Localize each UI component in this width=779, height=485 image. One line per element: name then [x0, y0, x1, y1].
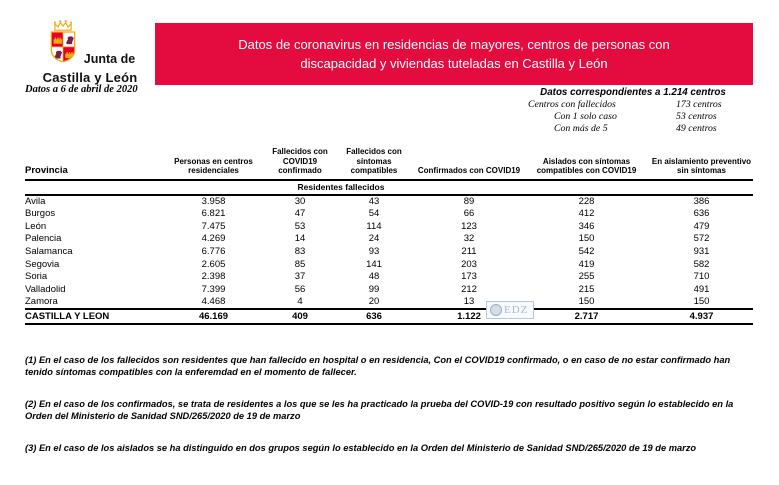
total-value: 4.937 [689, 310, 714, 322]
centers-summary [528, 87, 738, 135]
col-header-fallecidos-covid: Fallecidos con COVID19 confirmado [272, 147, 328, 175]
total-value: 636 [366, 310, 382, 322]
total-value: 2.717 [574, 310, 599, 322]
summary-value: 53 centros [676, 111, 717, 122]
table-row [25, 195, 753, 208]
watermark-circle-icon [490, 304, 502, 316]
value-cell: 212 [461, 284, 477, 296]
value-cell: 4 [297, 296, 303, 308]
summary-title: Datos correspondientes a 1.214 centros [540, 87, 726, 98]
province-cell: Avila [25, 195, 46, 207]
value-cell: 83 [294, 246, 306, 258]
value-cell: 89 [463, 195, 475, 207]
value-cell: 66 [463, 208, 475, 220]
value-cell: 37 [294, 271, 306, 283]
province-cell: Valladolid [25, 284, 66, 296]
value-cell: 56 [294, 284, 306, 296]
total-value: 46.169 [198, 310, 229, 322]
footnote-3: (3) En el caso de los aislados se ha distinguido en dos grupos según lo establecido en la Orden del Ministerio de Sanidad SND/265/2020 de 19 de marzo [25, 443, 697, 453]
value-cell: 123 [461, 220, 477, 232]
table-row [25, 283, 753, 296]
table-row [25, 245, 753, 258]
watermark-text: EDZ [504, 303, 529, 316]
value-cell: 6.821 [201, 208, 226, 220]
value-cell: 412 [578, 208, 595, 220]
value-cell: 7.399 [201, 284, 226, 296]
col-header-aislamiento-preventivo: En aislamiento preventivo sin síntomas [651, 156, 752, 175]
junta-logo [25, 18, 155, 85]
value-cell: 150 [693, 296, 710, 308]
summary-label: Con más de 5 [554, 123, 608, 134]
province-cell: León [25, 220, 47, 232]
value-cell: 2.398 [201, 271, 226, 283]
value-cell: 43 [368, 195, 380, 207]
value-cell: 4.468 [201, 296, 226, 308]
province-cell: Soria [25, 271, 48, 283]
value-cell: 386 [693, 195, 710, 207]
value-cell: 150 [578, 296, 595, 308]
value-cell: 931 [693, 246, 710, 258]
total-label: CASTILLA Y LEON [25, 310, 110, 322]
value-cell: 6.776 [201, 246, 226, 258]
value-cell: 4.269 [201, 233, 226, 245]
table-subheader-row [25, 180, 753, 195]
value-cell: 47 [294, 208, 306, 220]
summary-label: Con 1 solo caso [554, 111, 617, 122]
summary-rows [528, 99, 738, 135]
table-row [25, 220, 753, 233]
col-header-aislados: Aislados con síntomas compatibles con COVID19 [536, 156, 637, 175]
col-header-confirmados: Confirmados con COVID19 [417, 166, 521, 175]
province-cell: Segovia [25, 258, 60, 270]
value-cell: 173 [461, 271, 477, 283]
province-cell: Burgos [25, 208, 56, 220]
summary-row [528, 123, 738, 135]
footnote-1: (1) En el caso de los fallecidos son residentes que han fallecido en hospital o en residencia, Con el COVID19 confirmado, o en caso de no estar confirmado han tenido síntomas compatibles con la enferemdad en el momento de fallecer. [25, 355, 731, 377]
value-cell: 479 [693, 220, 710, 232]
summary-value: 49 centros [676, 123, 717, 134]
value-cell: 24 [368, 233, 380, 245]
table-row [25, 207, 753, 220]
value-cell: 203 [461, 258, 477, 270]
value-cell: 491 [693, 284, 710, 296]
table-total-row [25, 309, 753, 324]
value-cell: 114 [366, 220, 382, 232]
covid-table [25, 147, 753, 325]
value-cell: 30 [294, 195, 306, 207]
value-cell: 572 [693, 233, 710, 245]
value-cell: 48 [368, 271, 380, 283]
col-header-personas: Personas en centros residenciales [174, 156, 253, 175]
value-cell: 228 [578, 195, 595, 207]
value-cell: 85 [294, 258, 306, 270]
summary-value: 173 centros [676, 99, 722, 110]
province-cell: Palencia [25, 233, 62, 245]
value-cell: 211 [461, 246, 477, 258]
col-header-provincia: Provincia [25, 165, 68, 176]
table-row [25, 296, 753, 309]
value-cell: 13 [463, 296, 475, 308]
value-cell: 3.958 [201, 195, 226, 207]
edz-watermark [486, 301, 534, 319]
table-body [25, 195, 753, 309]
value-cell: 419 [578, 258, 595, 270]
value-cell: 542 [578, 246, 595, 258]
value-cell: 20 [368, 296, 380, 308]
summary-row [528, 111, 738, 123]
value-cell: 53 [294, 220, 306, 232]
value-cell: 255 [578, 271, 595, 283]
value-cell: 141 [366, 258, 382, 270]
value-cell: 346 [578, 220, 595, 232]
logo-text-line1: Junta de [83, 51, 136, 66]
value-cell: 2.605 [201, 258, 226, 270]
table-row [25, 258, 753, 271]
value-cell: 7.475 [201, 220, 226, 232]
coat-of-arms-icon [45, 18, 81, 69]
province-cell: Salamanca [25, 246, 73, 258]
banner-title-line2: discapacidad y viviendas tuteladas en Castilla y León [300, 56, 608, 71]
table-header-row [25, 147, 753, 180]
table-row [25, 233, 753, 246]
report-date: Datos a 6 de abril de 2020 [25, 84, 138, 95]
subheader-residentes-fallecidos: Residentes fallecidos [297, 182, 385, 192]
value-cell: 93 [368, 246, 380, 258]
value-cell: 99 [368, 284, 380, 296]
col-header-fallecidos-sintomas: Fallecidos con síntomas compatibles [346, 147, 402, 175]
footnotes [25, 354, 760, 474]
banner-title-line1: Datos de coronavirus en residencias de mayores, centros de personas con [238, 37, 670, 52]
title-banner [155, 23, 753, 85]
table-row [25, 271, 753, 284]
value-cell: 54 [368, 208, 380, 220]
logo-text-line2: Castilla y León [42, 70, 138, 85]
value-cell: 582 [693, 258, 710, 270]
summary-label: Centros con fallecidos [528, 99, 616, 110]
value-cell: 150 [578, 233, 595, 245]
value-cell: 215 [578, 284, 595, 296]
value-cell: 636 [693, 208, 710, 220]
total-value: 1.122 [457, 310, 481, 322]
total-value: 409 [292, 310, 308, 322]
summary-row [528, 99, 738, 111]
value-cell: 14 [294, 233, 306, 245]
value-cell: 32 [463, 233, 475, 245]
province-cell: Zamora [25, 296, 58, 308]
value-cell: 710 [693, 271, 710, 283]
footnote-2: (2) En el caso de los confirmados, se trata de residentes a los que se les ha practicado la prueba del COVID-19 con resultado positivo según lo establecido en la Orden del Ministerio de Sanidad SND/265/2020 de 19 de marzo [25, 399, 734, 421]
